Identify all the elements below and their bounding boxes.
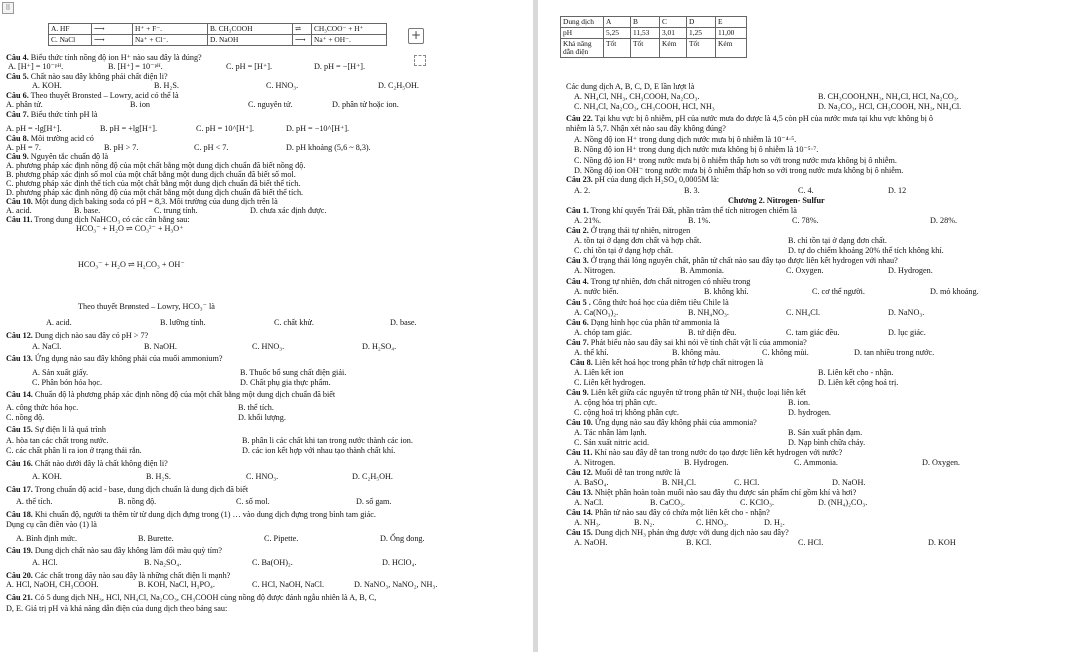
- text-line: C. NH₄Cl.: [786, 308, 821, 317]
- question-line: Câu 9. Nguyên tắc chuẩn độ là: [6, 152, 109, 161]
- text-line: B. H₂S.: [154, 81, 179, 90]
- text-line: D. NaOH.: [832, 478, 866, 487]
- question-line: Câu 16. Chất nào dưới đây là chất không điện li?: [6, 459, 168, 468]
- text-line: B. 1%.: [688, 216, 711, 225]
- text-line: D. Ống đong.: [380, 534, 425, 543]
- text-line: A. hòa tan các chất trong nước.: [6, 436, 109, 445]
- question-line: Câu 19. Dung dịch chất nào sau đây không làm đổi màu quỳ tím?: [6, 546, 223, 555]
- text-line: A. pH = -lg[H⁺].: [6, 124, 62, 133]
- question-line: Câu 21. Có 5 dung dịch NH₃, HCl, NH₄Cl, Na₂CO₃, CH₃COOH cùng nồng độ được đánh ngẫu nhiên là A, B, C,: [6, 593, 377, 602]
- text-line: D. KOH: [928, 538, 956, 547]
- table-row: [561, 28, 747, 39]
- table-cell[interactable]: H⁺ + F⁻.: [133, 24, 208, 35]
- table-cell[interactable]: 5,25: [604, 28, 631, 39]
- text-line: D. 12: [888, 186, 907, 195]
- text-line: B. NH₄Cl.: [662, 478, 697, 487]
- add-row-plus-icon[interactable]: +: [408, 28, 424, 44]
- text-line: A. Nitrogen.: [574, 458, 616, 467]
- table-cell[interactable]: C. NaCl: [49, 35, 92, 46]
- text-line: A. NH₃.: [574, 518, 601, 527]
- table-cell[interactable]: Tốt: [604, 39, 631, 58]
- text-line: C. HNO₃.: [696, 518, 729, 527]
- question-line: Câu 5. Chất nào sau đây không phải chất điện li?: [6, 72, 168, 81]
- text-line: D. phương pháp xác định nồng độ của một chất bằng một dung dịch chuẩn đã biết thể tích.: [6, 188, 304, 197]
- question-line: Câu 12. Muối dễ tan trong nước là: [566, 468, 681, 477]
- question-line: Câu 15. Dung dịch NH₃ phản ứng được với dung dịch nào sau đây?: [566, 528, 789, 537]
- text-line: B. không màu.: [672, 348, 721, 357]
- text-line: B. [H⁺] = 10⁻ᵖᴴ.: [108, 62, 163, 71]
- table-cell[interactable]: A: [604, 17, 631, 28]
- text-line: A. acid.: [6, 206, 32, 215]
- text-line: A. phân tử.: [6, 100, 43, 109]
- table-cell[interactable]: Khả năng dẫn điện: [561, 39, 604, 58]
- text-line: B. lưỡng tính.: [160, 318, 206, 327]
- text-line: A. KOH.: [32, 81, 62, 90]
- text-line: A. cộng hóa trị phân cực.: [574, 398, 657, 407]
- document-page-left: [0, 0, 533, 652]
- text-line: C. pH < 7.: [194, 143, 229, 152]
- text-line: B. Nồng độ ion H⁺ trong dung dịch nước mưa không bị ô nhiễm là 10⁻⁵·⁷.: [574, 145, 819, 154]
- table-cell[interactable]: 11,53: [631, 28, 660, 39]
- text-line: C. HCl, NaOH, NaCl.: [252, 580, 325, 589]
- table-cell[interactable]: Dung dịch: [561, 17, 604, 28]
- question-line: Câu 10. Ứng dụng nào sau đây không phải của ammonia?: [566, 418, 757, 427]
- text-line: A. Tác nhân làm lạnh.: [574, 428, 647, 437]
- table-cell[interactable]: ⟶: [92, 24, 133, 35]
- question-line: Câu 7. Phát biểu nào sau đây sai khi nói về tính chất vật lí của ammonia?: [566, 338, 807, 347]
- text-line: D. pH = −10^[H⁺].: [286, 124, 350, 133]
- text-line: D. khối lượng.: [238, 413, 286, 422]
- table-row: [49, 35, 387, 46]
- question-line: Câu 6. Theo thuyết Bronsted – Lowry, acid có thể là: [6, 91, 179, 100]
- table-row: [561, 17, 747, 28]
- text-line: D. H₂.: [764, 518, 785, 527]
- text-line: A. NH₄Cl, NH₃, CH₃COOH, Na₂CO₃.: [574, 92, 700, 101]
- text-line: C. Oxygen.: [786, 266, 824, 275]
- text-line: D. phân tử hoặc ion.: [332, 100, 399, 109]
- table-cell[interactable]: C: [660, 17, 687, 28]
- text-line: A. 21%.: [574, 216, 602, 225]
- text-line: B. chỉ tồn tại ở dạng đơn chất.: [788, 236, 887, 245]
- text-line: D. tan nhiều trong nước.: [854, 348, 935, 357]
- text-line: C. Ammonia.: [794, 458, 838, 467]
- text-line: C. pH = 10^[H⁺].: [196, 124, 255, 133]
- text-line: B. Liên kết cho - nhận.: [818, 368, 894, 377]
- question-line: Câu 22. Tại khu vực bị ô nhiễm, pH của nước mưa đo được là 4,5 còn pH của nước mưa tại khu vực không bị ô: [566, 114, 934, 123]
- question-line: Câu 23. pH của dung dịch H₂SO₄ 0,0005M là:: [566, 175, 720, 184]
- text-line: B. ion.: [788, 398, 811, 407]
- text-line: A. NaCl.: [574, 498, 604, 507]
- text-line: A. phương pháp xác định nồng độ của một chất bằng một dung dịch chuẩn đã biết nồng độ.: [6, 161, 306, 170]
- text-line: C. HCl.: [798, 538, 824, 547]
- text-line: Theo thuyết Brønsted – Lowry, HCO₃⁻ là: [78, 302, 215, 311]
- text-line: A. NaCl.: [32, 342, 62, 351]
- text-line: C. các chất phân li ra ion ở trạng thái rắn.: [6, 446, 142, 455]
- question-line: Câu 11. Trong dung dịch NaHCO₃ có các cân bằng sau:: [6, 215, 190, 224]
- text-line: B. H₂S.: [146, 472, 171, 481]
- text-line: D. (NH₄)₂CO₃.: [818, 498, 868, 507]
- text-line: B. phương pháp xác định số mol của một chất bằng một dung dịch chuẩn đã biết số mol.: [6, 170, 296, 179]
- text-line: C. Ba(OH)₂.: [252, 558, 293, 567]
- text-line: D. các ion kết hợp với nhau tạo thành chất khí.: [242, 446, 396, 455]
- text-line: A. pH = 7.: [6, 143, 41, 152]
- text-line: A. Sản xuất giấy.: [32, 368, 89, 377]
- table-cell[interactable]: B. CH₃COOH: [208, 24, 293, 35]
- text-line: A. HCl, NaOH, CH₃COOH.: [6, 580, 99, 589]
- table-cell[interactable]: ⟶: [293, 35, 312, 46]
- text-line: A. Liên kết ion: [574, 368, 624, 377]
- text-line: C. chất khử.: [274, 318, 314, 327]
- text-line: C. pH = [H⁺].: [226, 62, 273, 71]
- text-line: B. thể tích.: [238, 403, 274, 412]
- text-line: C. HNO₃.: [246, 472, 279, 481]
- question-line: Câu 8. Liên kết hoá học trong phân tử hợp chất nitrogen là: [570, 358, 764, 367]
- text-line: D. pH = −[H⁺].: [314, 62, 366, 71]
- question-line: Câu 3. Ở trạng thái lỏng nguyên chất, phân tử chất nào sau đây tạo được liên kết hydrogen với nhau?: [566, 256, 898, 265]
- text-line: C. Liên kết hydrogen.: [574, 378, 646, 387]
- text-line: A. NaOH.: [574, 538, 608, 547]
- text-line: A. Bình định mức.: [16, 534, 78, 543]
- text-line: B. phân li các chất khi tan trong nước thành các ion.: [242, 436, 413, 445]
- text-line: B. ion: [130, 100, 151, 109]
- text-line: Các dung dịch A, B, C, D, E lần lượt là: [566, 82, 695, 91]
- text-line: C. cơ thể người.: [812, 287, 865, 296]
- table-cell[interactable]: E: [716, 17, 747, 28]
- question-line: Câu 12. Dung dịch nào sau đây có pH > 7?: [6, 331, 149, 340]
- text-line: B. KOH, NaCl, H₃PO₄.: [138, 580, 215, 589]
- text-line: A. thể khí.: [574, 348, 609, 357]
- text-line: C. trung tính.: [154, 206, 198, 215]
- placeholder-icon[interactable]: [414, 55, 426, 66]
- text-line: B. KCl.: [686, 538, 712, 547]
- text-line: Dụng cụ cần điền vào (1) là: [6, 520, 97, 529]
- table-row: [561, 39, 747, 58]
- text-line: B. NH₄NO₃.: [688, 308, 729, 317]
- text-line: C. không mùi.: [762, 348, 809, 357]
- question-line: Câu 14. Phân tử nào sau đây có chứa một liên kết cho - nhận?: [566, 508, 770, 517]
- question-line: Câu 8. Môi trường acid có: [6, 134, 94, 143]
- question-line: Câu 7. Biểu thức tính pH là: [6, 110, 98, 119]
- text-line: HCO₃⁻ + H₂O ⇌ CO₃²⁻ + H₃O⁺: [76, 224, 184, 233]
- text-line: C. phương pháp xác định thể tích của một chất bằng một dung dịch chuẩn đã biết thể tích.: [6, 179, 301, 188]
- text-line: A. Ca(NO₃)₂.: [574, 308, 619, 317]
- text-line: C. 4.: [798, 186, 814, 195]
- text-line: C. Pipette.: [264, 534, 299, 543]
- question-line: Câu 4. Biểu thức tính nồng độ ion H⁺ nào sau đây là đúng?: [6, 53, 202, 62]
- text-line: B. NaOH.: [144, 342, 177, 351]
- table-cell[interactable]: Kém: [660, 39, 687, 58]
- table-row: [49, 24, 387, 35]
- table-cell[interactable]: 1,25: [687, 28, 716, 39]
- question-line: Câu 5 . Công thức hoá học của diêm tiêu Chile là: [566, 298, 729, 307]
- text-line: D. Nồng độ ion OH⁻ trong nước mưa bị ô nhiễm thấp hơn so với trong nước mưa không bị ô nhiễm.: [574, 166, 904, 175]
- text-line: C. Nồng độ ion H⁺ trong nước mưa bị ô nhiễm thấp hơn so với trong nước mưa không bị ô nhiễm.: [574, 156, 897, 165]
- text-line: D. Chất phụ gia thực phẩm.: [240, 378, 331, 387]
- table-cell[interactable]: 11,00: [716, 28, 747, 39]
- table-cell[interactable]: Kém: [716, 39, 747, 58]
- text-line: C. tam giác đều.: [786, 328, 840, 337]
- text-line: D. số gam.: [356, 497, 392, 506]
- text-line: A. nước biển.: [574, 287, 619, 296]
- text-line: B. N₂.: [634, 518, 655, 527]
- table-cell[interactable]: pH: [561, 28, 604, 39]
- table-cell[interactable]: A. HF: [49, 24, 92, 35]
- text-line: D. pH khoảng (5,6 ~ 8,3).: [286, 143, 371, 152]
- text-line: A. tồn tại ở dạng đơn chất và hợp chất.: [574, 236, 702, 245]
- text-line: D. Oxygen.: [922, 458, 960, 467]
- text-line: C. Sản xuất nitric acid.: [574, 438, 650, 447]
- table-cell[interactable]: Tốt: [687, 39, 716, 58]
- question-line: Câu 1. Trong khí quyển Trái Đất, phần trăm thể tích nitrogen chiếm là: [566, 206, 797, 215]
- text-line: B. Burette.: [138, 534, 174, 543]
- text-line: D. Na₂CO₃, HCl, CH₃COOH, NH₃, NH₄Cl.: [818, 102, 962, 111]
- text-line: C. cộng hoá trị không phân cực.: [574, 408, 679, 417]
- text-line: HCO₃⁻ + H₂O ⇌ H₂CO₃ + OH⁻: [78, 260, 185, 269]
- ph-conductivity-table: [560, 16, 747, 58]
- equation-table: [48, 23, 387, 46]
- table-cell[interactable]: CH₃COO⁻ + H⁺: [312, 24, 387, 35]
- table-cell[interactable]: ⟶: [92, 35, 133, 46]
- text-line: C. 78%.: [792, 216, 819, 225]
- text-line: B. Sản xuất phân đạm.: [788, 428, 863, 437]
- text-line: A. chóp tam giác.: [574, 328, 632, 337]
- text-line: D. tự do chiếm khoảng 20% thể tích không khí.: [788, 246, 944, 255]
- question-line: Câu 2. Ở trạng thái tự nhiên, nitrogen: [566, 226, 691, 235]
- text-line: A. KOH.: [32, 472, 62, 481]
- text-line: D. NaNO₃, NaNO₂, NH₃.: [354, 580, 438, 589]
- question-line: Câu 10. Một dung dịch baking soda có pH = 8,3. Môi trường của dung dịch trên là: [6, 197, 278, 206]
- text-line: D, E. Giá trị pH và khả năng dẫn điện của dung dịch theo bảng sau:: [6, 604, 228, 613]
- text-line: C. HCl.: [734, 478, 760, 487]
- question-line: Câu 11. Khí nào sau đây dễ tan trong nước do tạo được liên kết hydrogen với nước?: [566, 448, 843, 457]
- text-line: B. không khí.: [704, 287, 749, 296]
- document-page-right: [538, 0, 1071, 652]
- text-line: C. nồng độ.: [6, 413, 45, 422]
- text-line: A. Nitrogen.: [574, 266, 616, 275]
- question-line: Câu 13. Nhiệt phân hoàn toàn muối nào sau đây thu được sản phẩm chỉ gồm khí và hơi?: [566, 488, 857, 497]
- text-line: B. Na₂SO₄.: [144, 558, 182, 567]
- question-line: Câu 6. Dạng hình học của phân tử ammonia là: [566, 318, 720, 327]
- text-line: nhiễm là 5,7. Nhận xét nào sau đây không đúng?: [566, 124, 726, 133]
- question-line: Câu 14. Chuẩn độ là phương pháp xác định nồng độ của một chất bằng một dung dịch chuẩn đã biết: [6, 390, 336, 399]
- text-line: B. CaCO₃.: [650, 498, 685, 507]
- table-cell[interactable]: ⇌: [293, 24, 312, 35]
- text-line: A. acid.: [46, 318, 72, 327]
- text-line: A. Nồng độ ion H⁺ trong dung dịch nước mưa bị ô nhiễm là 10⁻⁴·⁵.: [574, 135, 797, 144]
- table-cell[interactable]: D: [687, 17, 716, 28]
- text-line: D. mỏ khoáng.: [930, 287, 979, 296]
- text-line: D. hydrogen.: [788, 408, 831, 417]
- text-line: D. Liên kết cộng hoá trị.: [818, 378, 899, 387]
- text-line: D. lục giác.: [888, 328, 926, 337]
- text-line: B. pH = +lg[H⁺].: [100, 124, 157, 133]
- text-line: C. Phân bón hóa học.: [32, 378, 103, 387]
- table-cell[interactable]: Na⁺ + OH⁻.: [312, 35, 387, 46]
- text-line: D. NaNO₃.: [888, 308, 925, 317]
- text-line: A. [H⁺] = 10⁻ᵖᴴ.: [8, 62, 64, 71]
- text-line: B. CH₃COOH,NH₃, NH₄Cl, HCl, Na₂CO₃.: [818, 92, 959, 101]
- text-line: C. số mol.: [236, 497, 270, 506]
- section-heading: Chương 2. Nitrogen- Sulfur: [728, 196, 825, 205]
- text-line: C. KClO₃.: [740, 498, 775, 507]
- text-line: B. tứ diện đều.: [688, 328, 737, 337]
- text-line: B. 3.: [684, 186, 700, 195]
- text-line: B. Hydrogen.: [684, 458, 729, 467]
- text-line: C. NH₄Cl, Na₂CO₃, CH₃COOH, HCl, NH₃: [574, 102, 715, 111]
- text-line: A. BaSO₄.: [574, 478, 609, 487]
- question-line: Câu 4. Trong tự nhiên, đơn chất nitrogen có nhiều trong: [566, 277, 751, 286]
- question-line: Câu 13. Ứng dụng nào sau đây không phải của muối ammonium?: [6, 354, 223, 363]
- question-line: Câu 9. Liên kết giữa các nguyên tử trong phân tử NH₃ thuộc loại liên kết: [566, 388, 806, 397]
- table-move-handle-icon[interactable]: ⠿: [2, 2, 14, 14]
- question-line: Câu 18. Khi chuẩn độ, người ta thêm từ từ dung dịch đựng trong (1) … vào dung dịch đựng trong bình tam giác.: [6, 510, 376, 519]
- text-line: D. H₂SO₄.: [362, 342, 397, 351]
- text-line: B. pH > 7.: [104, 143, 139, 152]
- text-line: C. nguyên tử.: [248, 100, 293, 109]
- text-line: B. base.: [74, 206, 101, 215]
- table-cell[interactable]: 3,01: [660, 28, 687, 39]
- text-line: A. HCl.: [32, 558, 58, 567]
- text-line: C. HNO₃.: [252, 342, 285, 351]
- question-line: Câu 20. Các chất trong dãy nào sau đây là những chất điện li mạnh?: [6, 571, 231, 580]
- text-line: B. Ammonia.: [680, 266, 724, 275]
- text-line: D. Nạp bình chữa cháy.: [788, 438, 866, 447]
- text-line: D. base.: [390, 318, 417, 327]
- text-line: D. 28%.: [930, 216, 958, 225]
- text-line: D. C₂H₅OH.: [378, 81, 419, 90]
- table-cell[interactable]: Na⁺ + Cl⁻.: [133, 35, 208, 46]
- text-line: D. C₂H₅OH.: [352, 472, 393, 481]
- text-line: B. nồng độ.: [118, 497, 157, 506]
- text-line: D. Hydrogen.: [888, 266, 933, 275]
- text-line: A. công thức hóa học.: [6, 403, 79, 412]
- text-line: B. Thuốc bổ sung chất điện giải.: [240, 368, 347, 377]
- question-line: Câu 17. Trong chuẩn độ acid - base, dung dịch chuẩn là dung dịch đã biết: [6, 485, 249, 494]
- text-line: A. 2.: [574, 186, 591, 195]
- table-cell[interactable]: D. NaOH: [208, 35, 293, 46]
- text-line: C. HNO₃.: [266, 81, 299, 90]
- text-line: A. thể tích.: [16, 497, 53, 506]
- text-line: D. HClO₄.: [382, 558, 417, 567]
- question-line: Câu 15. Sự điện li là quá trình: [6, 425, 106, 434]
- text-line: D. chưa xác định được.: [250, 206, 327, 215]
- table-cell[interactable]: B: [631, 17, 660, 28]
- table-cell[interactable]: Tốt: [631, 39, 660, 58]
- text-line: C. chỉ tồn tại ở dạng hợp chất.: [574, 246, 673, 255]
